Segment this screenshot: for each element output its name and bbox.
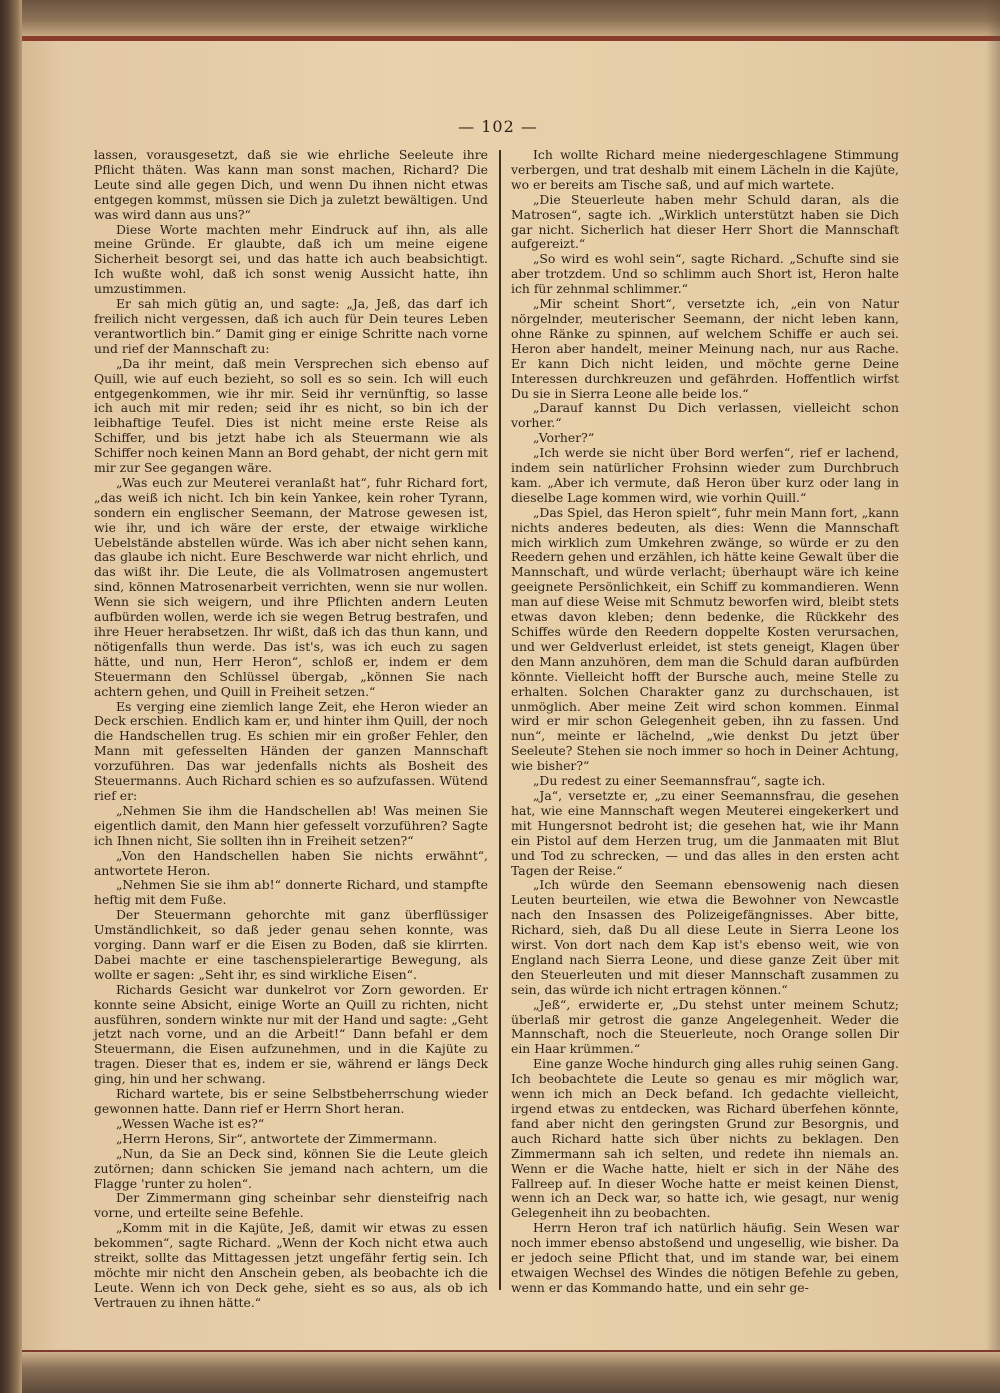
page-number: — 102 — [458,117,538,136]
paragraph: Der Zimmermann ging scheinbar sehr diensteifrig nach vorne, und erteilte seine Befehle. [94,1190,488,1221]
paragraph: „Herrn Herons, Sir“, antwortete der Zimmermann. [116,1130,438,1146]
paragraph: Diese Worte machten mehr Eindruck auf ihn, als alle meine Gründe. Er glaubte, daß ich um meine eigene Sicherheit besorgt sei, und das hatte ich auch beabsichtigt. Ich wußte wohl, daß ich sonst wenig Aussicht hatte, ihn umzustimmen. [94,221,488,297]
paragraph: „Nehmen Sie ihm die Handschellen ab! Was meinen Sie eigentlich damit, den Mann hier gefesselt vorzuführen? Sagte ich Ihnen nicht, Sie sollten ihn in Freiheit setzen?“ [94,802,488,848]
paragraph: Der Steuermann gehorchte mit ganz überflüssiger Umständlichkeit, so daß jeder genau sehen konnte, was vorging. Dann warf er die Eisen zu Boden, daß sie klirrten. Dabei machte er eine taschenspielerartige Bewegung, als wollte er sagen: „Seht ihr, es sind wirkliche Eisen“. [94,907,488,982]
paragraph: Ich wollte Richard meine niedergeschlagene Stimmung verbergen, und trat deshalb mit einem Lächeln in die Kajüte, wo er bereits am Tische saß, und auf mich wartete. [511,147,899,192]
bottom-edge-shadow [22,1352,1000,1393]
top-edge-red-line [22,36,1000,41]
column-divider [499,150,501,1290]
paragraph: „Von den Handschellen haben Sie nichts erwähnt“, antwortete Heron. [94,847,488,878]
paragraph: „Du redest zu einer Seemannsfrau“, sagte ich. [533,773,826,789]
paragraph: Es verging eine ziemlich lange Zeit, ehe Heron wieder an Deck erschien. Endlich kam er, und hinter ihm Quill, der noch die Handschellen trug. Es schien mir ein großer Fehler, den Mann mit gefesselten Händen der ganzen Mannschaft vorzuführen. Das war jedenfalls nichts als Bosheit des Steuermanns. Auch Richard schien es so aufzufassen. Wütend rief er: [94,698,488,803]
paragraph: „Ich würde den Seemann ebensowenig nach diesen Leuten beurteilen, wie etwa die Bewohner von Newcastle nach den Insassen des Polizeigefängnisses. Aber bitte, Richard, sieh, daß Du all diese Leute in Sierra Leone los wirst. Von dort nach dem Kap ist's ebenso weit, wie von England nach Sierra Leone, und diese ganze Zeit über mit den Steuerleuten und mit dieser Mannschaft zusammen zu sein, das würde ich nicht ertragen können.“ [511,877,899,997]
paragraph: „Jeß“, erwiderte er, „Du stehst unter meinem Schutz; überlaß mir getrost die ganze Angelegenheit. Weder die Mannschaft, noch die Steuerleute, noch Orange sollen Dir ein Haar krümmen.“ [511,996,899,1057]
paragraph: „Da ihr meint, daß mein Versprechen sich ebenso auf Quill, wie auf euch bezieht, so soll es so sein. Ich will euch entgegenkommen, wie ihr mir. Seid ihr vernünftig, so lasse ich auch mit mir reden; seid ihr es nicht, so bin ich der leibhaftige Teufel. Dies ist nicht meine erste Reise als Schiffer, und bis jetzt habe ich als Steuermann wie als Schiffer noch keinen Mann an Bord gehabt, der nicht gern mit mir zur See gegangen wäre. [94,355,488,476]
paragraph: „Vorher?“ [533,430,595,446]
right-text-column [511,148,899,1296]
paragraph: „Ich werde sie nicht über Bord werfen“, rief er lachend, indem sein natürlicher Frohsinn wieder zum Durchbruch kam. „Aber ich vermute, daß Heron über kurz oder lang in dieselbe Lage kommen wird, wie vorhin Quill.“ [511,445,899,505]
paragraph: Richard wartete, bis er seine Selbstbeherrschung wieder gewonnen hatte. Dann rief er Herrn Short heran. [94,1086,488,1116]
paragraph: „Darauf kannst Du Dich verlassen, vielleicht schon vorher.“ [511,400,899,431]
left-text-column [94,148,488,1311]
paragraph: „Mir scheint Short“, versetzte ich, „ein von Natur nörgelnder, meuterischer Seemann, der nicht leben kann, ohne Ränke zu spinnen, auf welchem Schiffe er auch sei. Heron aber handelt, meiner Meinung nach, nur aus Rache. Er kann Dich nicht leiden, und möchte gerne Deine Interessen durchkreuzen und gefährden. Hoffentlich wirfst Du sie in Sierra Leone alle beide los.“ [511,296,899,401]
paragraph: „Das Spiel, das Heron spielt“, fuhr mein Mann fort, „kann nichts anderes bedeuten, als dies: Wenn die Mannschaft mich wirklich zum Umkehren zwänge, so würde er zu den Reedern gehen und erzählen, ich hätte keine Gewalt über die Mannschaft, und würde verlacht; überhaupt wäre ich keine geeignete Persönlichkeit, ein Schiff zu kommandieren. Wenn man auf diese Weise mit Schmutz beworfen wird, bleibt stets etwas davon kleben; denn bedenke, die Rückkehr des Schiffes würde den Reedern doppelte Kosten verursachen, und wer Geldverlust erleidet, ist stets geneigt, Klagen über den Mann anzuhören, dem man die Schuld daran aufbürden könnte. Vielleicht hofft der Bursche auch, meine Stelle zu erhalten. Solchen Charakter ganz zu durchschauen, ist unmöglich. Aber meine Zeit wird schon kommen. Einmal wird er mir schon Gelegenheit geben, ihn zu fassen. Und nun“, meinte er lächelnd, „wie denkst Du jetzt über Seeleute? Stehen sie noch immer so hoch in Deiner Achtung, wie bisher?“ [511,504,899,774]
paragraph: „Wessen Wache ist es?“ [116,1115,265,1131]
paragraph: lassen, vorausgesetzt, daß sie wie ehrliche Seeleute ihre Pflicht thäten. Was kann man sonst machen, Richard? Die Leute sind alle gegen Dich, und wenn Du ihnen nicht etwas entgegen kommst, müssen sie Dich ja zuletzt bewältigen. Und was wird dann aus uns?“ [94,147,488,222]
book-binding [0,0,22,1393]
paragraph: Richards Gesicht war dunkelrot vor Zorn geworden. Er konnte seine Absicht, einige Worte an Quill zu richten, nicht ausführen, sondern winkte nur mit der Hand und sagte: „Geht jetzt nach vorne, und an die Arbeit!“ Dann befahl er dem Steuermann, die Eisen aufzunehmen, und in die Kajüte zu tragen. Dieser that es, indem er sie, während er längs Deck ging, hin und her schwang. [94,981,488,1087]
right-edge-shadow [986,0,1000,1393]
top-edge-shadow [22,0,1000,36]
paragraph: „Nun, da Sie an Deck sind, können Sie die Leute gleich zutörnen; dann schicken Sie jemand nach achtern, um die Flagge 'runter zu holen“. [94,1145,488,1191]
paragraph: Eine ganze Woche hindurch ging alles ruhig seinen Gang. Ich beobachtete die Leute so genau es mir möglich war, wenn ich mich an Deck befand. Ich gedachte vielleicht, irgend etwas zu entdecken, was Richard überfehen könnte, fand aber nicht den geringsten Grund zur Besorgnis, und auch Richard hatte sich über nichts zu beklagen. Den Zimmermann sah ich selten, und redete ihn niemals an. Wenn er die Wache hatte, hielt er sich in der Nähe des Fallreep auf. In dieser Woche hatte er meist keinen Dienst, wenn ich an Deck war, so hatte ich, wie gesagt, nur wenig Gelegenheit ihn zu beobachten. [511,1056,899,1221]
paragraph: Er sah mich gütig an, und sagte: „Ja, Jeß, das darf ich freilich nicht vergessen, daß ich auch für Dein teures Leben verantwortlich bin.“ Damit ging er einige Schritte nach vorne und rief der Mannschaft zu: [94,296,488,356]
paragraph: „So wird es wohl sein“, sagte Richard. „Schufte sind sie aber trotzdem. Und so schlimm auch Short ist, Heron halte ich für zehnmal schlimmer.“ [511,251,899,297]
paragraph: Herrn Heron traf ich natürlich häufig. Sein Wesen war noch immer ebenso abstoßend und ungesellig, wie bisher. Da er jedoch seine Pflicht that, und im stande war, bei einem etwaigen Wechsel des Windes die nötigen Befehle zu geben, wenn er das Kommando hatte, und ein sehr ge- [511,1220,899,1295]
paragraph: „Nehmen Sie sie ihm ab!“ donnerte Richard, und stampfte heftig mit dem Fuße. [94,877,488,908]
paragraph: „Komm mit in die Kajüte, Jeß, damit wir etwas zu essen bekommen“, sagte Richard. „Wenn der Koch nicht etwa auch streikt, sollte das Mittagessen jetzt ungefähr fertig sein. Ich möchte mir nicht den Anschein geben, als beobachte ich die Leute. Wenn ich von Deck gehe, sieht es so aus, als ob ich Vertrauen zu ihnen hätte.“ [94,1220,488,1310]
paragraph: „Was euch zur Meuterei veranlaßt hat“, fuhr Richard fort, „das weiß ich nicht. Ich bin kein Yankee, kein roher Tyrann, sondern ein englischer Seemann, der Matrose gewesen ist, wie ihr, und ich wäre der erste, der etwaige wirkliche Uebelstände abstellen würde. Was ich aber nicht sehen kann, das glaube ich nicht. Eure Beschwerde war nicht ehrlich, und das wißt ihr. Die Leute, die als Vollmatrosen angemustert sind, können Matrosenarbeit verrichten, wenn sie nur wollen. Wenn sie sich weigern, und ihre Pflichten andern Leuten aufbürden wollen, werde ich sie wegen Betrug bestrafen, und ihre Heuer herabsetzen. Ihr wißt, daß ich das thun kann, und nötigenfalls thun werde. Das ist's, was ich euch zu sagen hätte, und nun, Herr Heron“, schloß er, indem er dem Steuermann den Schlüssel übergab, „können Sie nach achtern gehen, und Quill in Freiheit setzen.“ [94,474,488,699]
paragraph: „Die Steuerleute haben mehr Schuld daran, als die Matrosen“, sagte ich. „Wirklich unterstützt haben sie Dich gar nicht. Sicherlich hat dieser Herr Short die Mannschaft aufgereizt.“ [511,191,899,252]
paragraph: „Ja“, versetzte er, „zu einer Seemannsfrau, die gesehen hat, wie eine Mannschaft wegen Meuterei eingekerkert und mit Hungersnot bedroht ist; die gesehen hat, wie ihr Mann ein Pistol auf dem Herzen trug, um die Janmaaten mit Blut und Tod zu schrecken, — und das alles in den ersten acht Tagen der Reise.“ [511,787,899,878]
